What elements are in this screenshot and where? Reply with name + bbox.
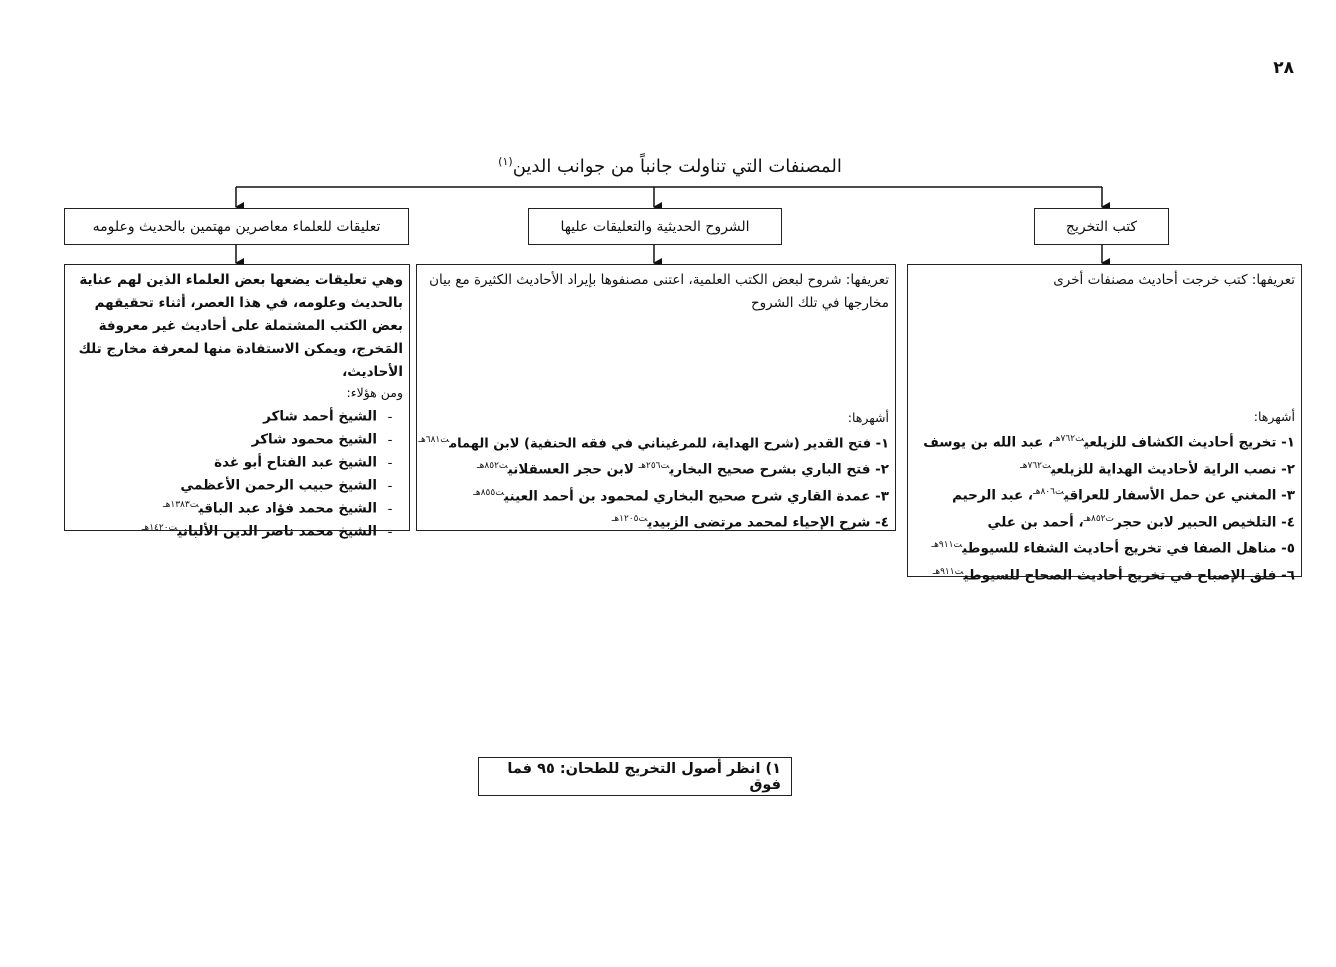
list-item: -الشيخ أحمد شاكر xyxy=(263,408,393,425)
header-takhrij: كتب التخريج xyxy=(1034,208,1169,245)
content-box-shuruh xyxy=(416,264,896,531)
list-item: -الشيخ حبيب الرحمن الأعظمي xyxy=(180,477,393,494)
page-number: ٢٨ xyxy=(1273,58,1294,78)
footnote-box: ١) انظر أصول التخريج للطحان: ٩٥ فما فوق xyxy=(478,757,792,796)
list-item: ٤- التلخيص الحبير لابن حجر$^{ت٨٥٢هـ}$، أحمد بن علي xyxy=(987,513,1295,530)
definition-takhrij: تعريفها: كتب خرجت أحاديث مصنفات أخرى xyxy=(1053,272,1295,288)
list-item: -الشيخ محمد ناصر الدين الألباني$^{ت١٤٢٠هـ}$ xyxy=(141,523,393,540)
list-item: ٦- فلق الإصباح في تخريج أحاديث الصحاح للسيوطي$^{ت٩١١هـ}$ xyxy=(932,566,1295,583)
list-item: -الشيخ محمد فؤاد عبد الباقي$^{ت١٣٨٣هـ}$ xyxy=(162,500,393,517)
list-item: ٤- شرح الإحياء لمحمد مرتضى الزبيدي$^{ت١٢٠٥هـ}$ xyxy=(611,514,889,531)
header-shuruh: الشروح الحديثية والتعليقات عليها xyxy=(528,208,782,245)
content-box-taliqat xyxy=(64,264,410,540)
list-item: ٣- عمدة القاري شرح صحيح البخاري لمحمود بن أحمد العيني$^{ت٨٥٥هـ}$ xyxy=(473,487,889,505)
content-box-takhrij xyxy=(907,264,1302,583)
famous-label-takhrij: أشهرها: xyxy=(1253,409,1295,424)
definition-shuruh: تعريفها: شروح لبعض الكتب العلمية، اعتنى مصنفوها بإيراد الأحاديث الكثيرة مع بيان مخارجها في تلك الشروح xyxy=(429,272,889,311)
definition-taliqat: وهي تعليقات يضعها بعض العلماء الذين لهم عناية بالحديث وعلومه، في هذا العصر، أثناء تحقيقهم بعض الكتب المشتملة على أحاديث غير معروفة المَخرج، ويمكن الاستفادة منها لمعرفة مخارج تلك الأحاديث، xyxy=(78,272,403,380)
title-text: المصنفات التي تناولت جانباً من جوانب الدين xyxy=(512,156,842,177)
header-taliqat: تعليقات للعلماء معاصرين مهتمين بالحديث وعلومه xyxy=(64,208,409,245)
famous-label-shuruh: أشهرها: xyxy=(847,410,889,425)
list-item: ٢- فتح الباري بشرح صحيح البخاري$^{ت٢٥٦هـ}$ لابن حجر العسقلاني$^{ت٨٥٢هـ}$ xyxy=(477,461,889,478)
list-item: ١- تخريج أحاديث الكشاف للزيلعي$^{ت٧٦٢هـ}$، عبد الله بن يوسف xyxy=(923,434,1295,451)
list-item: ٢- نصب الراية لأحاديث الهداية للزيلعي$^{ت٧٦٢هـ}$ xyxy=(1020,460,1295,477)
list-item: -الشيخ عبد الفتاح أبو غدة xyxy=(214,454,393,471)
list-item: ٥- مناهل الصفا في تخريج أحاديث الشفاء للسيوطي$^{ت٩١١هـ}$ xyxy=(931,540,1295,557)
list-item: -الشيخ محمود شاكر xyxy=(251,431,393,448)
list-item: ٣- المغني عن حمل الأسفار للعراقي$^{ت٨٠٦هـ}$، عبد الرحيم xyxy=(952,487,1295,504)
list-item: ١- فتح القدير (شرح الهداية، للمرغيناني في فقه الحنفية) لابن الهمام$^{ت٦٨١هـ}$ xyxy=(418,435,889,452)
scholars-list xyxy=(71,402,403,540)
title-footnote-marker: (١) xyxy=(498,155,513,168)
famous-label-taliqat: ومن هؤلاء: xyxy=(346,385,403,400)
